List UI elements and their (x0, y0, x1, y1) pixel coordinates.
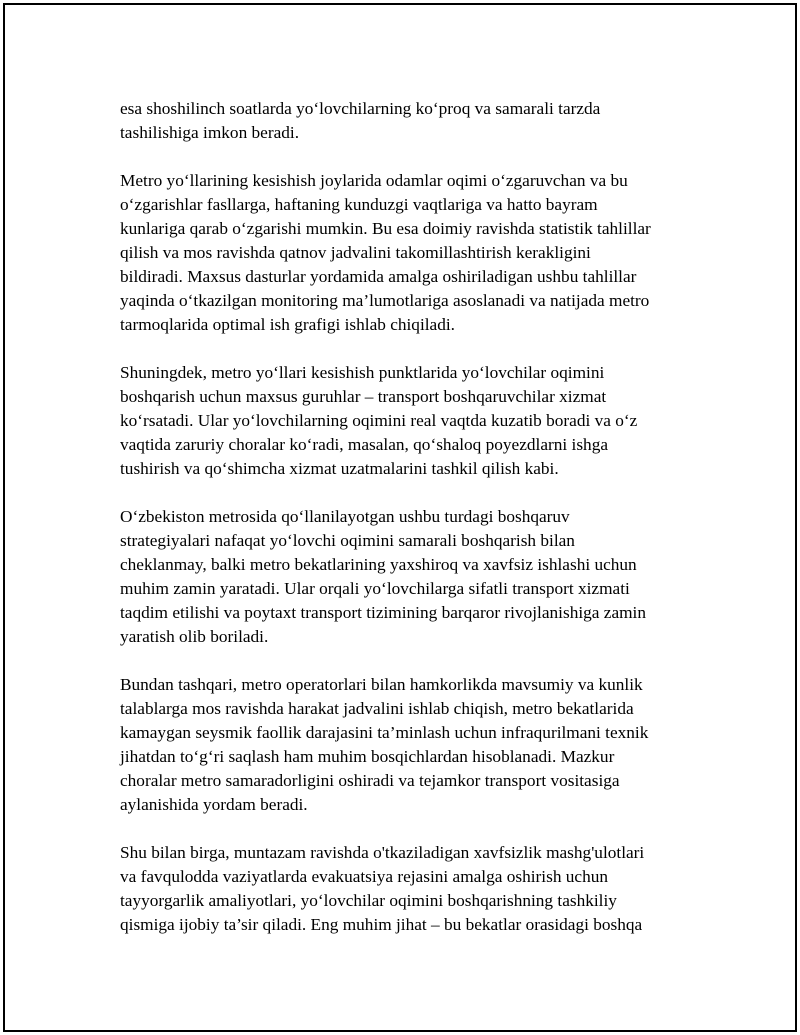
paragraph-1: esa shoshilinch soatlarda yo‘lovchilarning ko‘proq va samarali tarzda tashilishiga imkon beradi. (120, 99, 601, 142)
document-body (120, 97, 700, 961)
paragraph-4: O‘zbekiston metrosida qo‘llanilayotgan ushbu turdagi boshqaruv strategiyalari nafaqat yo‘lovchi oqimini samarali boshqarish bilan cheklanmay, balki metro bekatlarining yaxshiroq va xavfsiz ishlashi uchun muhim zamin yaratadi. Ular orqali yo‘lovchilarga sifatli transport xizmati taqdim etilishi va poytaxt transport tizimining barqaror rivojlanishiga zamin yaratish olib boriladi. (120, 507, 646, 646)
paragraph-3: Shuningdek, metro yo‘llari kesishish punktlarida yo‘lovchilar oqimini boshqarish uchun maxsus guruhlar – transport boshqaruvchilar xizmat ko‘rsatadi. Ular yo‘lovchilarning oqimini real vaqtda kuzatib boradi va o‘z vaqtida zaruriy choralar ko‘radi, masalan, qo‘shaloq poyezdlarni ishga tushirish va qo‘shimcha xizmat uzatmalarini tashkil qilish kabi. (120, 363, 638, 478)
paragraph-5: Bundan tashqari, metro operatorlari bilan hamkorlikda mavsumiy va kunlik talablarga mos ravishda harakat jadvalini ishlab chiqish, metro bekatlarida kamaygan seysmik faollik darajasini ta’minlash uchun infraqurilmani texnik jihatdan to‘g‘ri saqlash ham muhim bosqichlardan hisoblanadi. Mazkur choralar metro samaradorligini oshiradi va tejamkor transport vositasiga aylanishida yordam beradi. (120, 675, 649, 814)
page-frame (3, 3, 797, 1032)
paragraph-2: Metro yo‘llarining kesishish joylarida odamlar oqimi o‘zgaruvchan va bu o‘zgarishlar fasllarga, haftaning kunduzgi vaqtlariga va hatto bayram kunlariga qarab o‘zgarishi mumkin. Bu esa doimiy ravishda statistik tahlillar qilish va mos ravishda qatnov jadvalini takomillashtirish kerakligini bildiradi. Maxsus dasturlar yordamida amalga oshiriladigan ushbu tahlillar yaqinda o‘tkazilgan monitoring ma’lumotlariga asoslanadi va natijada metro tarmoqlarida optimal ish grafigi ishlab chiqiladi. (120, 171, 651, 334)
paragraph-6: Shu bilan birga, muntazam ravishda o'tkaziladigan xavfsizlik mashg'ulotlari va favqulodda vaziyatlarda evakuatsiya rejasini amalga oshirish uchun tayyorgarlik amaliyotlari, yo‘lovchilar oqimini boshqarishning tashkiliy qismiga ijobiy ta’sir qiladi. Eng muhim jihat – bu bekatlar orasidagi boshqa (120, 843, 645, 934)
